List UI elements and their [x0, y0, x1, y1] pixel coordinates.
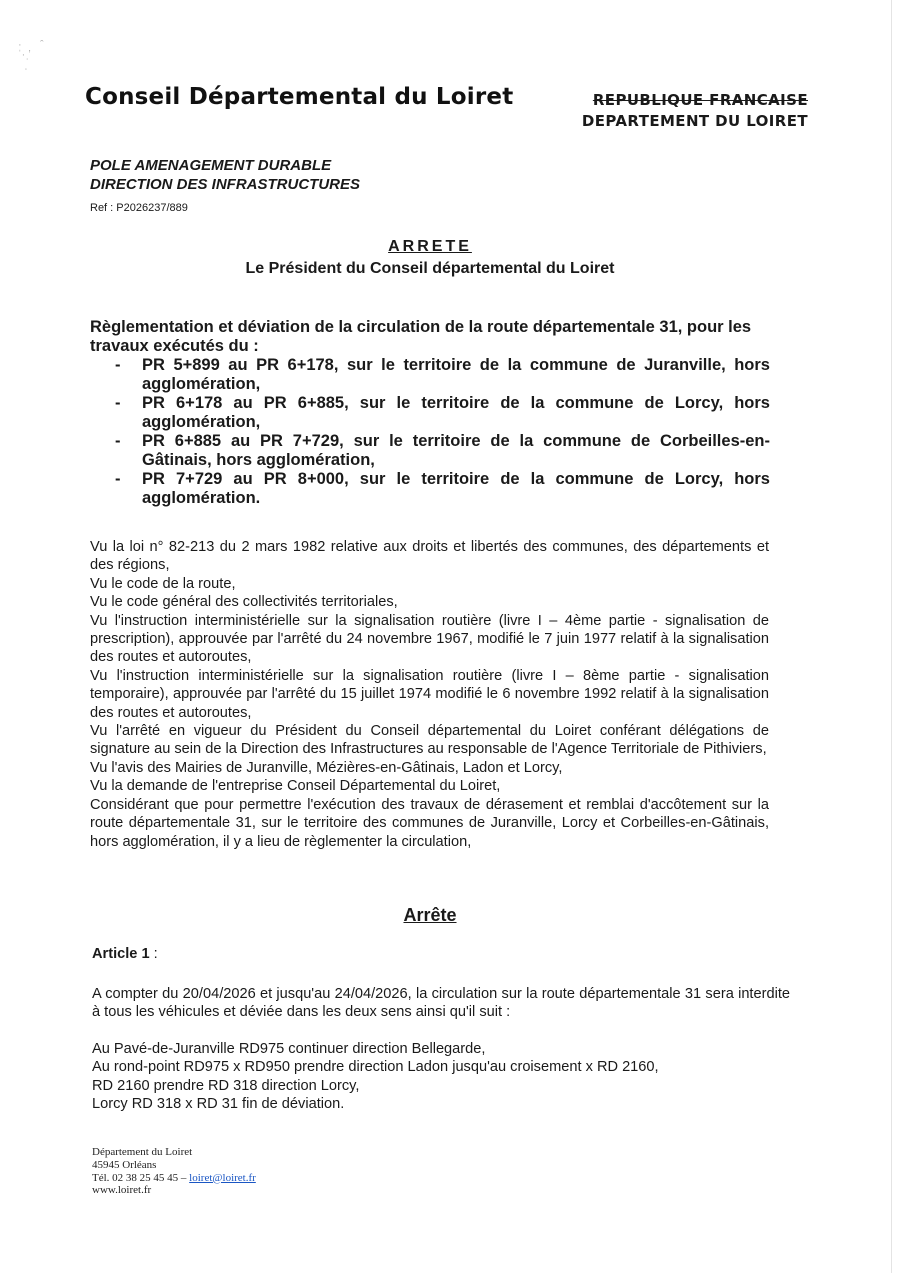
reglementation-intro: Règlementation et déviation de la circulation de la route départementale 31, pour les travaux exécutés du :	[90, 318, 752, 355]
visa-paragraph: Vu l'instruction interministérielle sur la signalisation routière (livre I – 4ème partie - signalisation de prescription), approuvée par l'arrêté du 24 novembre 1967, modifié le 7 juin 1977 relatif à la signalisation des routes et autoroutes,	[90, 612, 769, 666]
article-1-label: Article 1	[92, 946, 150, 962]
footer-contact	[92, 1172, 256, 1185]
route-step: Lorcy RD 318 x RD 31 fin de déviation.	[92, 1096, 345, 1113]
article-1-heading: Article 1 :	[92, 946, 158, 962]
visa-paragraph: Considérant que pour permettre l'exécution des travaux de dérasement et remblai d'accôtement sur la route départementale 31, sur le territoire des communes de Juranville, Lorcy et Corbeilles-en-Gâtinais, hors agglomération, il y a lieu de règlementer la circulation,	[90, 796, 769, 850]
pr-list-item: - PR 7+729 au PR 8+000, sur le territoire de la commune de Lorcy, hors agglomération.	[115, 470, 770, 507]
scan-smudge-mark: · ˆ ˈ· ʼ̣ ˌ	[18, 39, 44, 71]
visa-paragraph: Vu le code général des collectivités territoriales,	[90, 594, 398, 611]
visa-paragraph: Vu le code de la route,	[90, 575, 236, 592]
route-step: Au rond-point RD975 x RD950 prendre direction Ladon jusqu'au croisement x RD 2160,	[92, 1059, 659, 1076]
email-link[interactable]: loiret@loiret.fr	[189, 1171, 256, 1184]
departement-label: DEPARTEMENT DU LOIRET	[581, 112, 808, 130]
arrete-title: ARRETE	[388, 238, 472, 255]
visa-paragraph: Vu l'instruction interministérielle sur la signalisation routière (livre I – 8ème partie - signalisation temporaire), approuvée par l'arrêté du 15 juillet 1974 modifié le 6 novembre 1992 relatif à la signalisation des routes et autoroutes,	[90, 667, 769, 721]
scan-edge-line	[891, 0, 892, 1273]
arrete-heading: Arrête	[403, 905, 457, 925]
article-1-text: A compter du 20/04/2026 et jusqu'au 24/04/2026, la circulation sur la route départementale 31 sera interdite à tous les véhicules et déviée dans les deux sens ainsi qu'il suit :	[92, 986, 790, 1021]
deviation-route	[92, 1040, 659, 1114]
footer-tel: Tél. 02 38 25 45 45 –	[92, 1171, 190, 1184]
dash-bullet: -	[115, 356, 121, 374]
org-title: Conseil Départemental du Loiret	[85, 84, 514, 110]
pr-list-item: - PR 5+899 au PR 6+178, sur le territoire de la commune de Juranville, hors agglomération,	[115, 356, 770, 393]
reglementation-block	[90, 318, 770, 508]
dash-bullet: -	[115, 394, 121, 412]
pr-list-item: - PR 6+885 au PR 7+729, sur le territoire de la commune de Corbeilles-en-Gâtinais, hors agglomération,	[115, 432, 770, 469]
footer-city: 45945 Orléans	[92, 1158, 157, 1171]
visa-paragraph: Vu la demande de l'entreprise Conseil Départemental du Loiret,	[90, 778, 501, 795]
footer-name: Département du Loiret	[92, 1146, 193, 1158]
visa-paragraph: Vu l'arrêté en vigueur du Président du Conseil départemental du Loiret conférant délégations de signature au sein de la Direction des Infrastructures au responsable de l'Agence Territoriale de Pithiviers,	[90, 723, 769, 758]
pr-list-item: - PR 6+178 au PR 6+885, sur le territoire de la commune de Lorcy, hors agglomération,	[115, 394, 770, 431]
pole-block	[90, 156, 360, 194]
visa-paragraph: Vu l'avis des Mairies de Juranville, Mézières-en-Gâtinais, Ladon et Lorcy,	[90, 759, 563, 776]
pole-line-2: DIRECTION DES INFRASTRUCTURES	[90, 176, 361, 193]
republic-block	[582, 90, 808, 132]
pole-line-1: POLE AMENAGEMENT DURABLE	[90, 157, 332, 174]
dash-bullet: -	[115, 432, 121, 450]
reference-number: Ref : P2026237/889	[90, 202, 188, 214]
pr-list	[90, 356, 770, 508]
footer-address	[92, 1146, 256, 1197]
footer-website[interactable]: www.loiret.fr	[92, 1184, 152, 1197]
visas-block	[90, 538, 769, 851]
route-step: RD 2160 prendre RD 318 direction Lorcy,	[92, 1077, 360, 1094]
route-step: Au Pavé-de-Juranville RD975 continuer direction Bellegarde,	[92, 1041, 486, 1057]
president-subtitle: Le Président du Conseil départemental du Loiret	[245, 260, 615, 277]
visa-paragraph: Vu la loi n° 82-213 du 2 mars 1982 relative aux droits et libertés des communes, des départements et des régions,	[90, 539, 769, 574]
republique-label: REPUBLIQUE FRANCAISE	[592, 91, 808, 109]
dash-bullet: -	[115, 470, 121, 488]
